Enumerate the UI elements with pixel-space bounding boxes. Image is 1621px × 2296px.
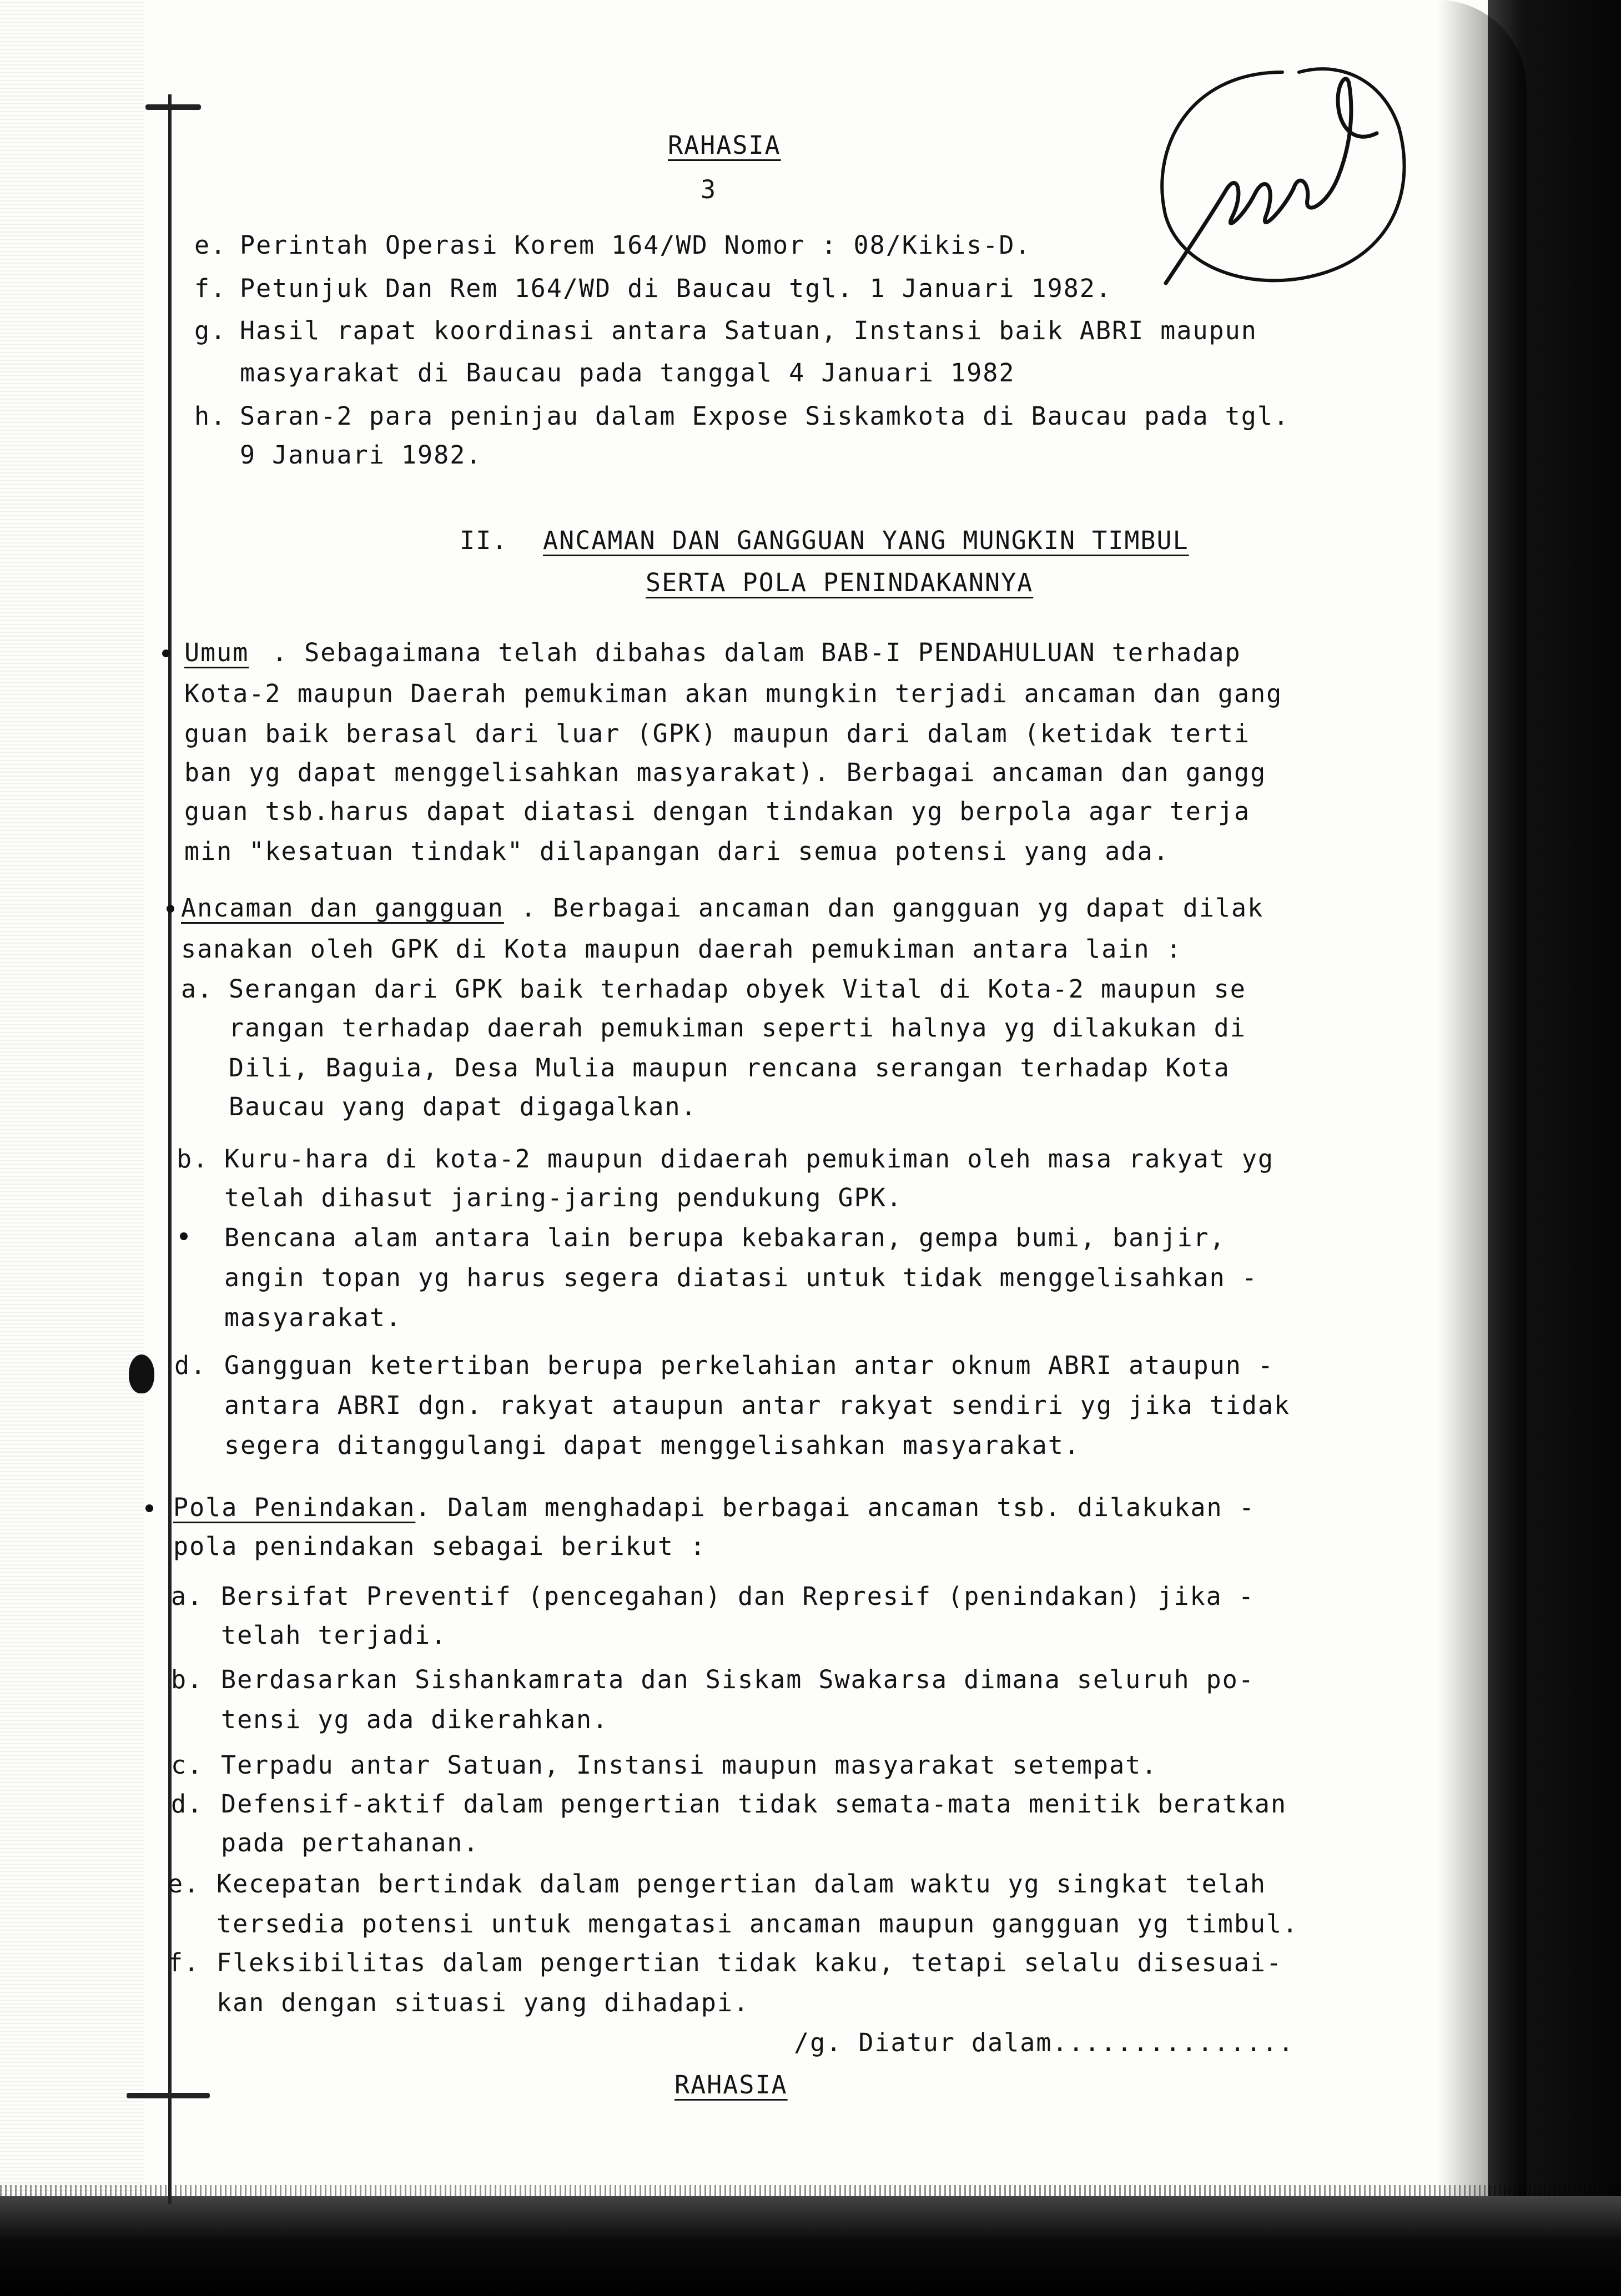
list-line: Defensif-aktif dalam pengertian tidak semata-mata menitik beratkan [221,1789,1287,1819]
ref-line: 9 Januari 1982. [240,440,482,470]
page-number: 3 [701,175,717,204]
paragraph-line: Kota-2 maupun Daerah pemukiman akan mungkin terjadi ancaman dan gang [184,679,1283,708]
header-classification: RAHASIA [668,130,781,160]
ref-line: masyarakat di Baucau pada tanggal 4 Januari 1982 [240,358,1015,387]
list-line: angin topan yg harus segera diatasi untuk tidak menggelisahkan - [224,1263,1258,1292]
footer-classification: RAHASIA [674,2070,788,2099]
list-marker: b. [171,1665,204,1694]
list-line: rangan terhadap daerah pemukiman seperti halnya yg dilakukan di [229,1013,1246,1043]
paragraph-line: min "kesatuan tindak" dilapangan dari semua potensi yang ada. [184,837,1170,866]
ref-line: Saran-2 para peninjau dalam Expose Siskamkota di Baucau pada tgl. [240,401,1290,431]
ref-line: Hasil rapat koordinasi antara Satuan, Instansi baik ABRI maupun [240,316,1257,345]
list-line: Berdasarkan Sishankamrata dan Siskam Swakarsa dimana seluruh po- [221,1665,1255,1694]
ref-line: Petunjuk Dan Rem 164/WD di Baucau tgl. 1 Januari 1982. [240,274,1112,303]
list-line: tensi yg ada dikerahkan. [221,1705,609,1734]
list-line: kan dengan situasi yang dihadapi. [217,1988,750,2017]
scan-bottom-edge [0,2196,1621,2296]
paragraph-line: guan baik berasal dari luar (GPK) maupun dari dalam (ketidak terti [184,719,1251,748]
section-heading: Umum [184,638,249,667]
list-marker: a. [171,1582,204,1611]
ref-marker: e. [194,230,227,260]
chapter-title: ANCAMAN DAN GANGGUAN YANG MUNGKIN TIMBUL [543,526,1189,555]
list-line: Dili, Baguia, Desa Mulia maupun rencana serangan terhadap Kota [229,1053,1230,1082]
list-line: segera ditanggulangi dapat menggelisahkan masyarakat. [224,1431,1080,1460]
list-line: Gangguan ketertiban berupa perkelahian antar oknum ABRI ataupun - [224,1351,1274,1380]
list-line: telah terjadi. [221,1620,447,1650]
list-line: Baucau yang dapat digagalkan. [229,1092,697,1121]
binder-mark-top [145,104,201,110]
continuation-note: /g. Diatur dalam............... [794,2028,1295,2057]
scan-right-edge [1488,0,1621,2296]
list-marker: e. [168,1869,200,1899]
binder-mark-bottom [127,2093,210,2098]
list-line: Terpadu antar Satuan, Instansi maupun masyarakat setempat. [221,1750,1158,1780]
handwritten-signature [1116,50,1427,305]
chapter-title: SERTA POLA PENINDAKANNYA [646,568,1034,597]
ink-blot [129,1355,154,1393]
list-line: tersedia potensi untuk mengatasi ancaman maupun gangguan yg timbul. [217,1909,1299,1938]
paragraph-line: . Dalam menghadapi berbagai ancaman tsb. dilakukan - [415,1493,1255,1522]
scan-left-shade [0,0,144,2296]
list-line: Bersifat Preventif (pencegahan) dan Represif (penindakan) jika - [221,1582,1255,1611]
ref-marker: g. [194,316,227,345]
item-bullet [180,1232,188,1240]
paragraph-line: pola penindakan sebagai berikut : [173,1532,707,1561]
ref-line: Perintah Operasi Korem 164/WD Nomor : 08/Kikis-D. [240,230,1031,260]
list-line: Kuru-hara di kota-2 maupun didaerah pemukiman oleh masa rakyat yg [224,1144,1274,1174]
paragraph-line: guan tsb.harus dapat diatasi dengan tindakan yg berpola agar terja [184,797,1251,826]
paragraph-line: . Sebagaimana telah dibahas dalam BAB-I PENDAHULUAN terhadap [272,638,1241,667]
margin-bullet [167,905,174,913]
list-marker: d. [171,1789,204,1819]
ref-marker: h. [194,401,227,431]
list-line: telah dihasut jaring-jaring pendukung GPK. [224,1183,903,1212]
list-marker: f. [168,1948,200,1977]
margin-bullet [162,649,170,657]
list-marker: d. [174,1351,207,1380]
section-heading: Ancaman dan gangguan [181,893,504,923]
list-line: Kecepatan bertindak dalam pengertian dalam waktu yg singkat telah [217,1869,1266,1899]
paragraph-line: sanakan oleh GPK di Kota maupun daerah pemukiman antara lain : [181,934,1182,964]
list-line: Serangan dari GPK baik terhadap obyek Vital di Kota-2 maupun se [229,974,1246,1004]
list-marker: a. [181,974,214,1004]
paragraph-line: . Berbagai ancaman dan gangguan yg dapat dilak [521,893,1264,923]
ref-marker: f. [194,274,227,303]
list-marker: b. [177,1144,209,1174]
chapter-number: II. [460,526,509,555]
list-line: Fleksibilitas dalam pengertian tidak kaku, tetapi selalu disesuai- [217,1948,1283,1977]
list-line: Bencana alam antara lain berupa kebakaran, gempa bumi, banjir, [224,1223,1226,1252]
list-line: antara ABRI dgn. rakyat ataupun antar rakyat sendiri yg jika tidak [224,1391,1291,1420]
paragraph-line: ban yg dapat menggelisahkan masyarakat). Berbagai ancaman dan gangg [184,758,1267,787]
list-line: pada pertahanan. [221,1828,480,1857]
section-heading: Pola Penindakan [173,1493,416,1522]
margin-bullet [145,1504,153,1512]
list-marker: c. [171,1750,204,1780]
list-line: masyarakat. [224,1303,402,1332]
